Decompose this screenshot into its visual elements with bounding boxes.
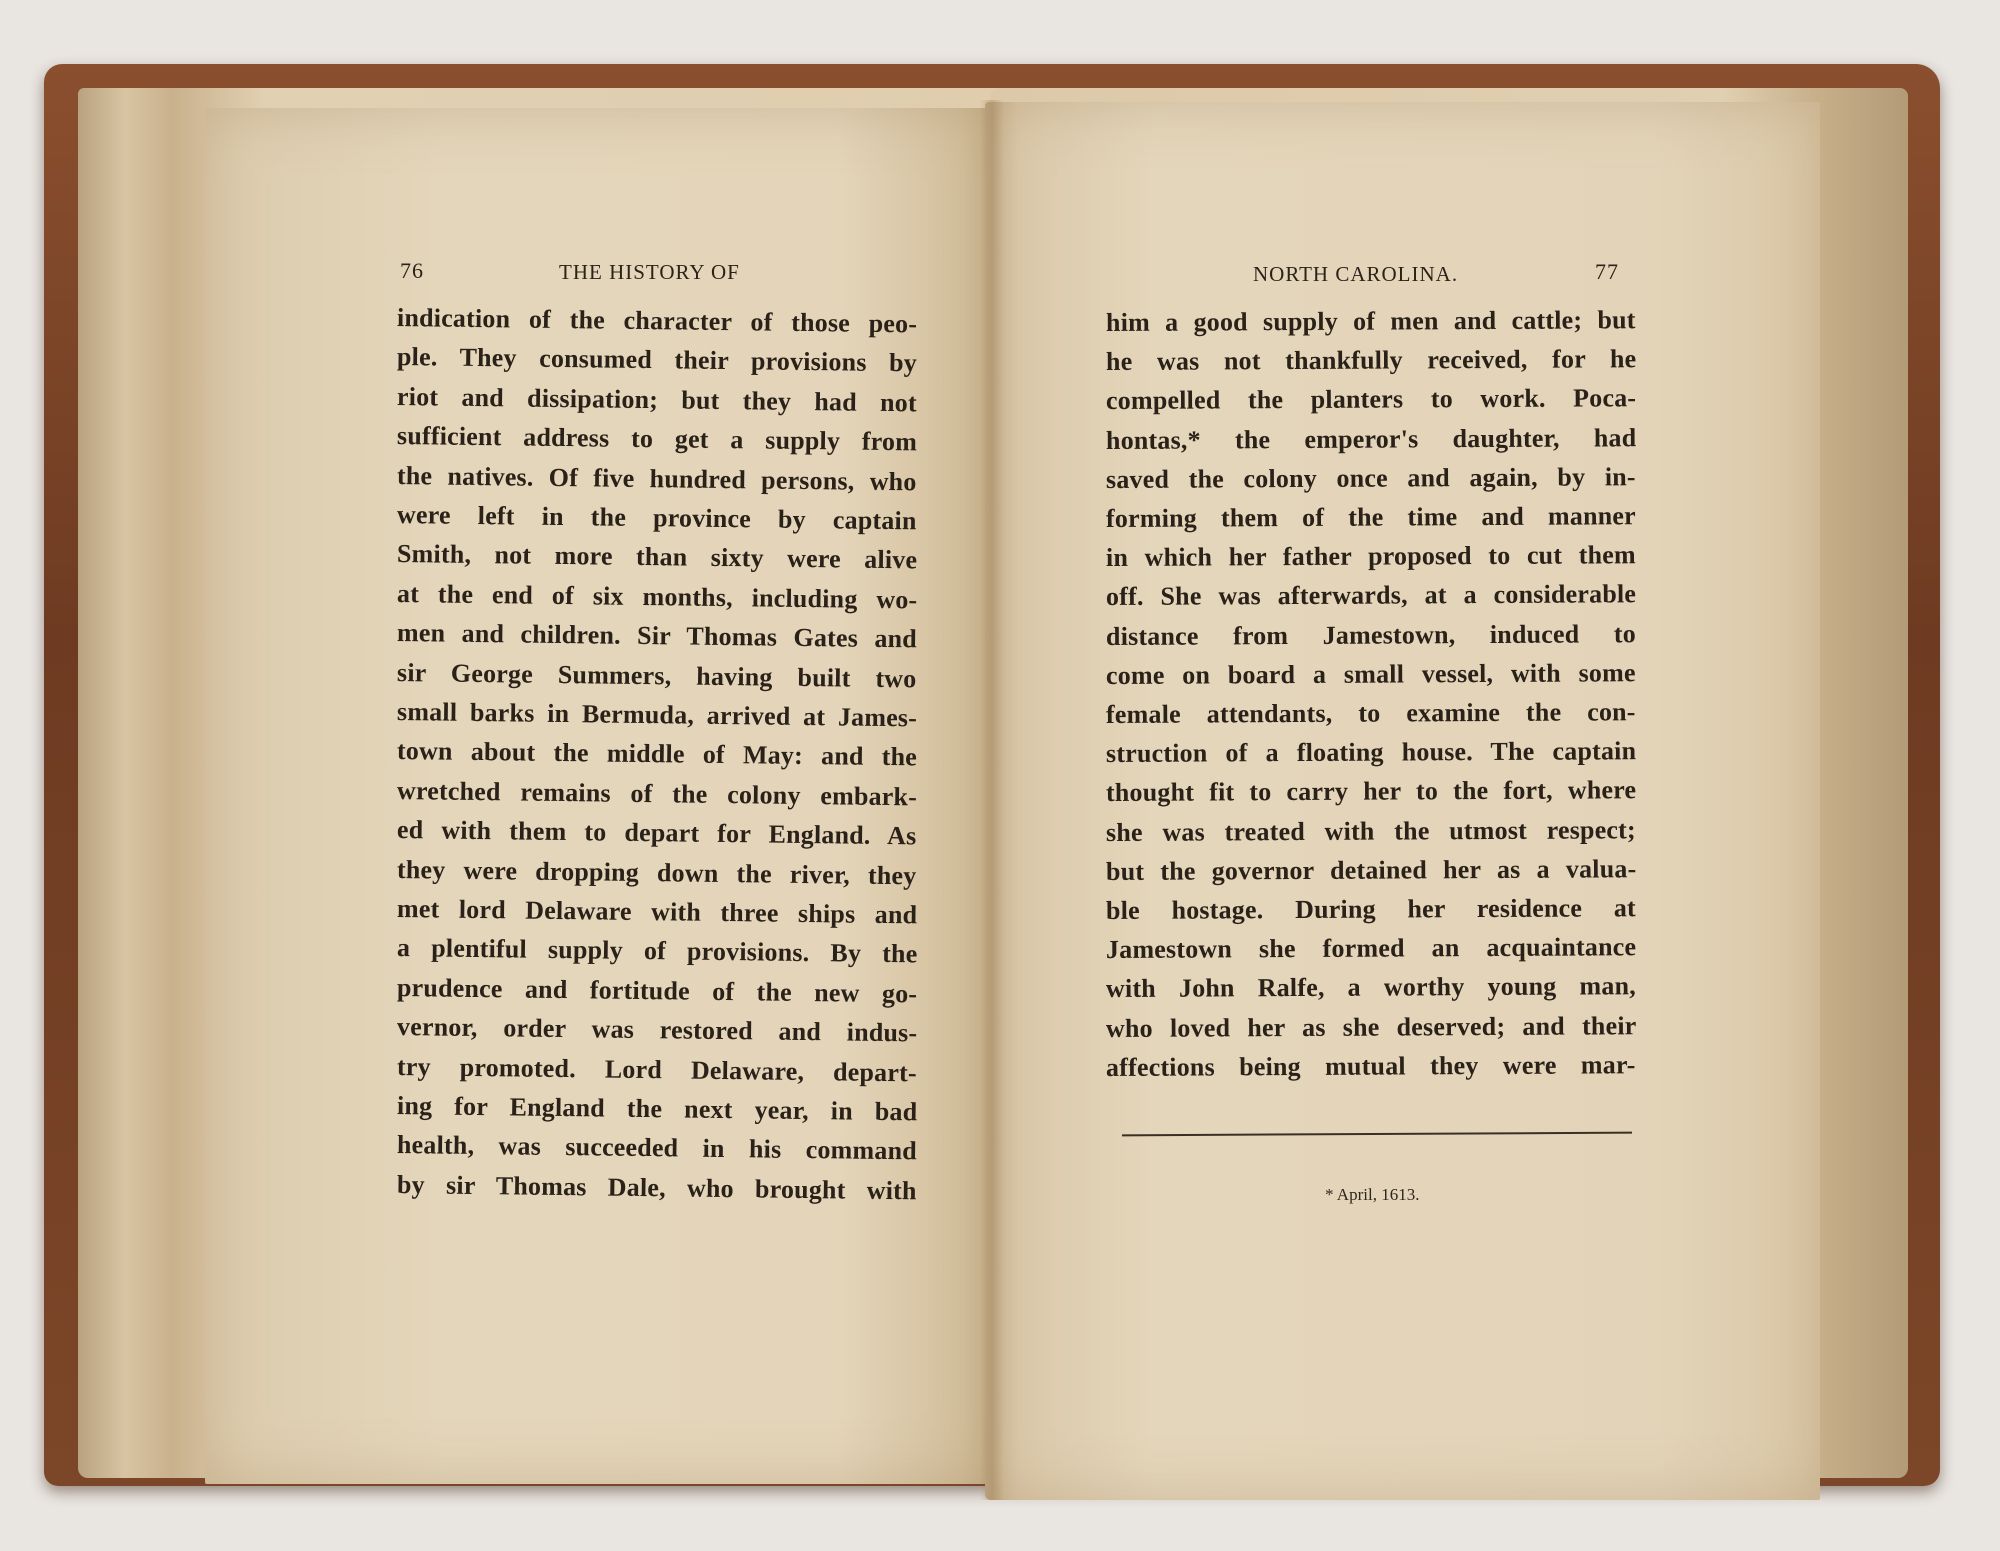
- text-line: by sir Thomas Dale, who brought with: [396, 1169, 917, 1206]
- text-line: they were dropping down the river, they: [396, 854, 917, 890]
- text-line: ple. They consumed their provisions by: [396, 342, 918, 378]
- text-line: ble hostage. During her residence at: [1105, 893, 1636, 925]
- text-line: with John Ralfe, a worthy young man,: [1105, 971, 1636, 1004]
- text-line: vernor, order was restored and indus-: [396, 1012, 918, 1048]
- left-running-head: THE HISTORY OF: [559, 260, 740, 284]
- text-line: struction of a floating house. The captain: [1105, 736, 1637, 769]
- text-line: prudence and fortitude of the new go-: [396, 972, 918, 1009]
- text-line: at the end of six months, including wo-: [396, 578, 918, 615]
- text-line: but the governor detained her as a valua-: [1105, 854, 1637, 886]
- text-line: off. She was afterwards, at a considerable: [1105, 579, 1637, 612]
- left-page-number: 76: [400, 258, 424, 283]
- text-line: ing for England the next year, in bad: [396, 1091, 918, 1127]
- text-line: sir George Summers, having built two: [396, 657, 917, 693]
- text-line: town about the middle of May: and the: [396, 736, 918, 772]
- text-line: men and children. Sir Thomas Gates and: [396, 618, 918, 654]
- footnote: * April, 1613.: [1325, 1185, 1420, 1204]
- text-line: health, was succeeded in his command: [396, 1130, 918, 1166]
- text-line: who loved her as she deserved; and their: [1105, 1010, 1637, 1043]
- text-line: distance from Jamestown, induced to: [1105, 618, 1636, 651]
- text-line: were left in the province by captain: [396, 500, 917, 536]
- text-line: he was not thankfully received, for he: [1105, 344, 1637, 377]
- text-line: ed with them to depart for England. As: [396, 815, 917, 851]
- text-line: met lord Delaware with three ships and: [396, 894, 918, 930]
- text-line: him a good supply of men and cattle; but: [1105, 305, 1636, 337]
- text-line: saved the colony once and again, by in-: [1105, 462, 1636, 494]
- right-running-head: NORTH CAROLINA.: [1253, 262, 1459, 286]
- text-line: she was treated with the utmost respect;: [1105, 814, 1636, 847]
- text-line: forming them of the time and manner: [1105, 501, 1636, 533]
- text-line: thought fit to carry her to the fort, where: [1105, 775, 1637, 808]
- text-line: compelled the planters to work. Poca-: [1105, 383, 1637, 416]
- text-line: a plentiful supply of provisions. By the: [396, 933, 918, 969]
- text-line: hontas,* the emperor's daughter, had: [1105, 422, 1637, 455]
- text-line: come on board a small vessel, with some: [1105, 658, 1636, 690]
- text-line: Smith, not more than sixty were alive: [396, 539, 918, 575]
- text-line: riot and dissipation; but they had not: [396, 381, 917, 418]
- text-line: the natives. Of five hundred persons, who: [396, 460, 917, 496]
- book-gutter: [980, 100, 1004, 1500]
- text-line: wretched remains of the colony embark-: [396, 775, 918, 812]
- text-line: Jamestown she formed an acquaintance: [1105, 932, 1637, 965]
- text-line: affections being mutual they were mar-: [1105, 1050, 1636, 1082]
- text-line: in which her father proposed to cut them: [1105, 540, 1636, 573]
- text-line: female attendants, to examine the con-: [1105, 697, 1636, 729]
- text-line: try promoted. Lord Delaware, depart-: [396, 1051, 917, 1087]
- right-page-number: 77: [1595, 259, 1619, 284]
- text-line: sufficient address to get a supply from: [396, 421, 918, 457]
- text-line: indication of the character of those peo-: [396, 303, 918, 339]
- text-line: small barks in Bermuda, arrived at James-: [396, 697, 918, 733]
